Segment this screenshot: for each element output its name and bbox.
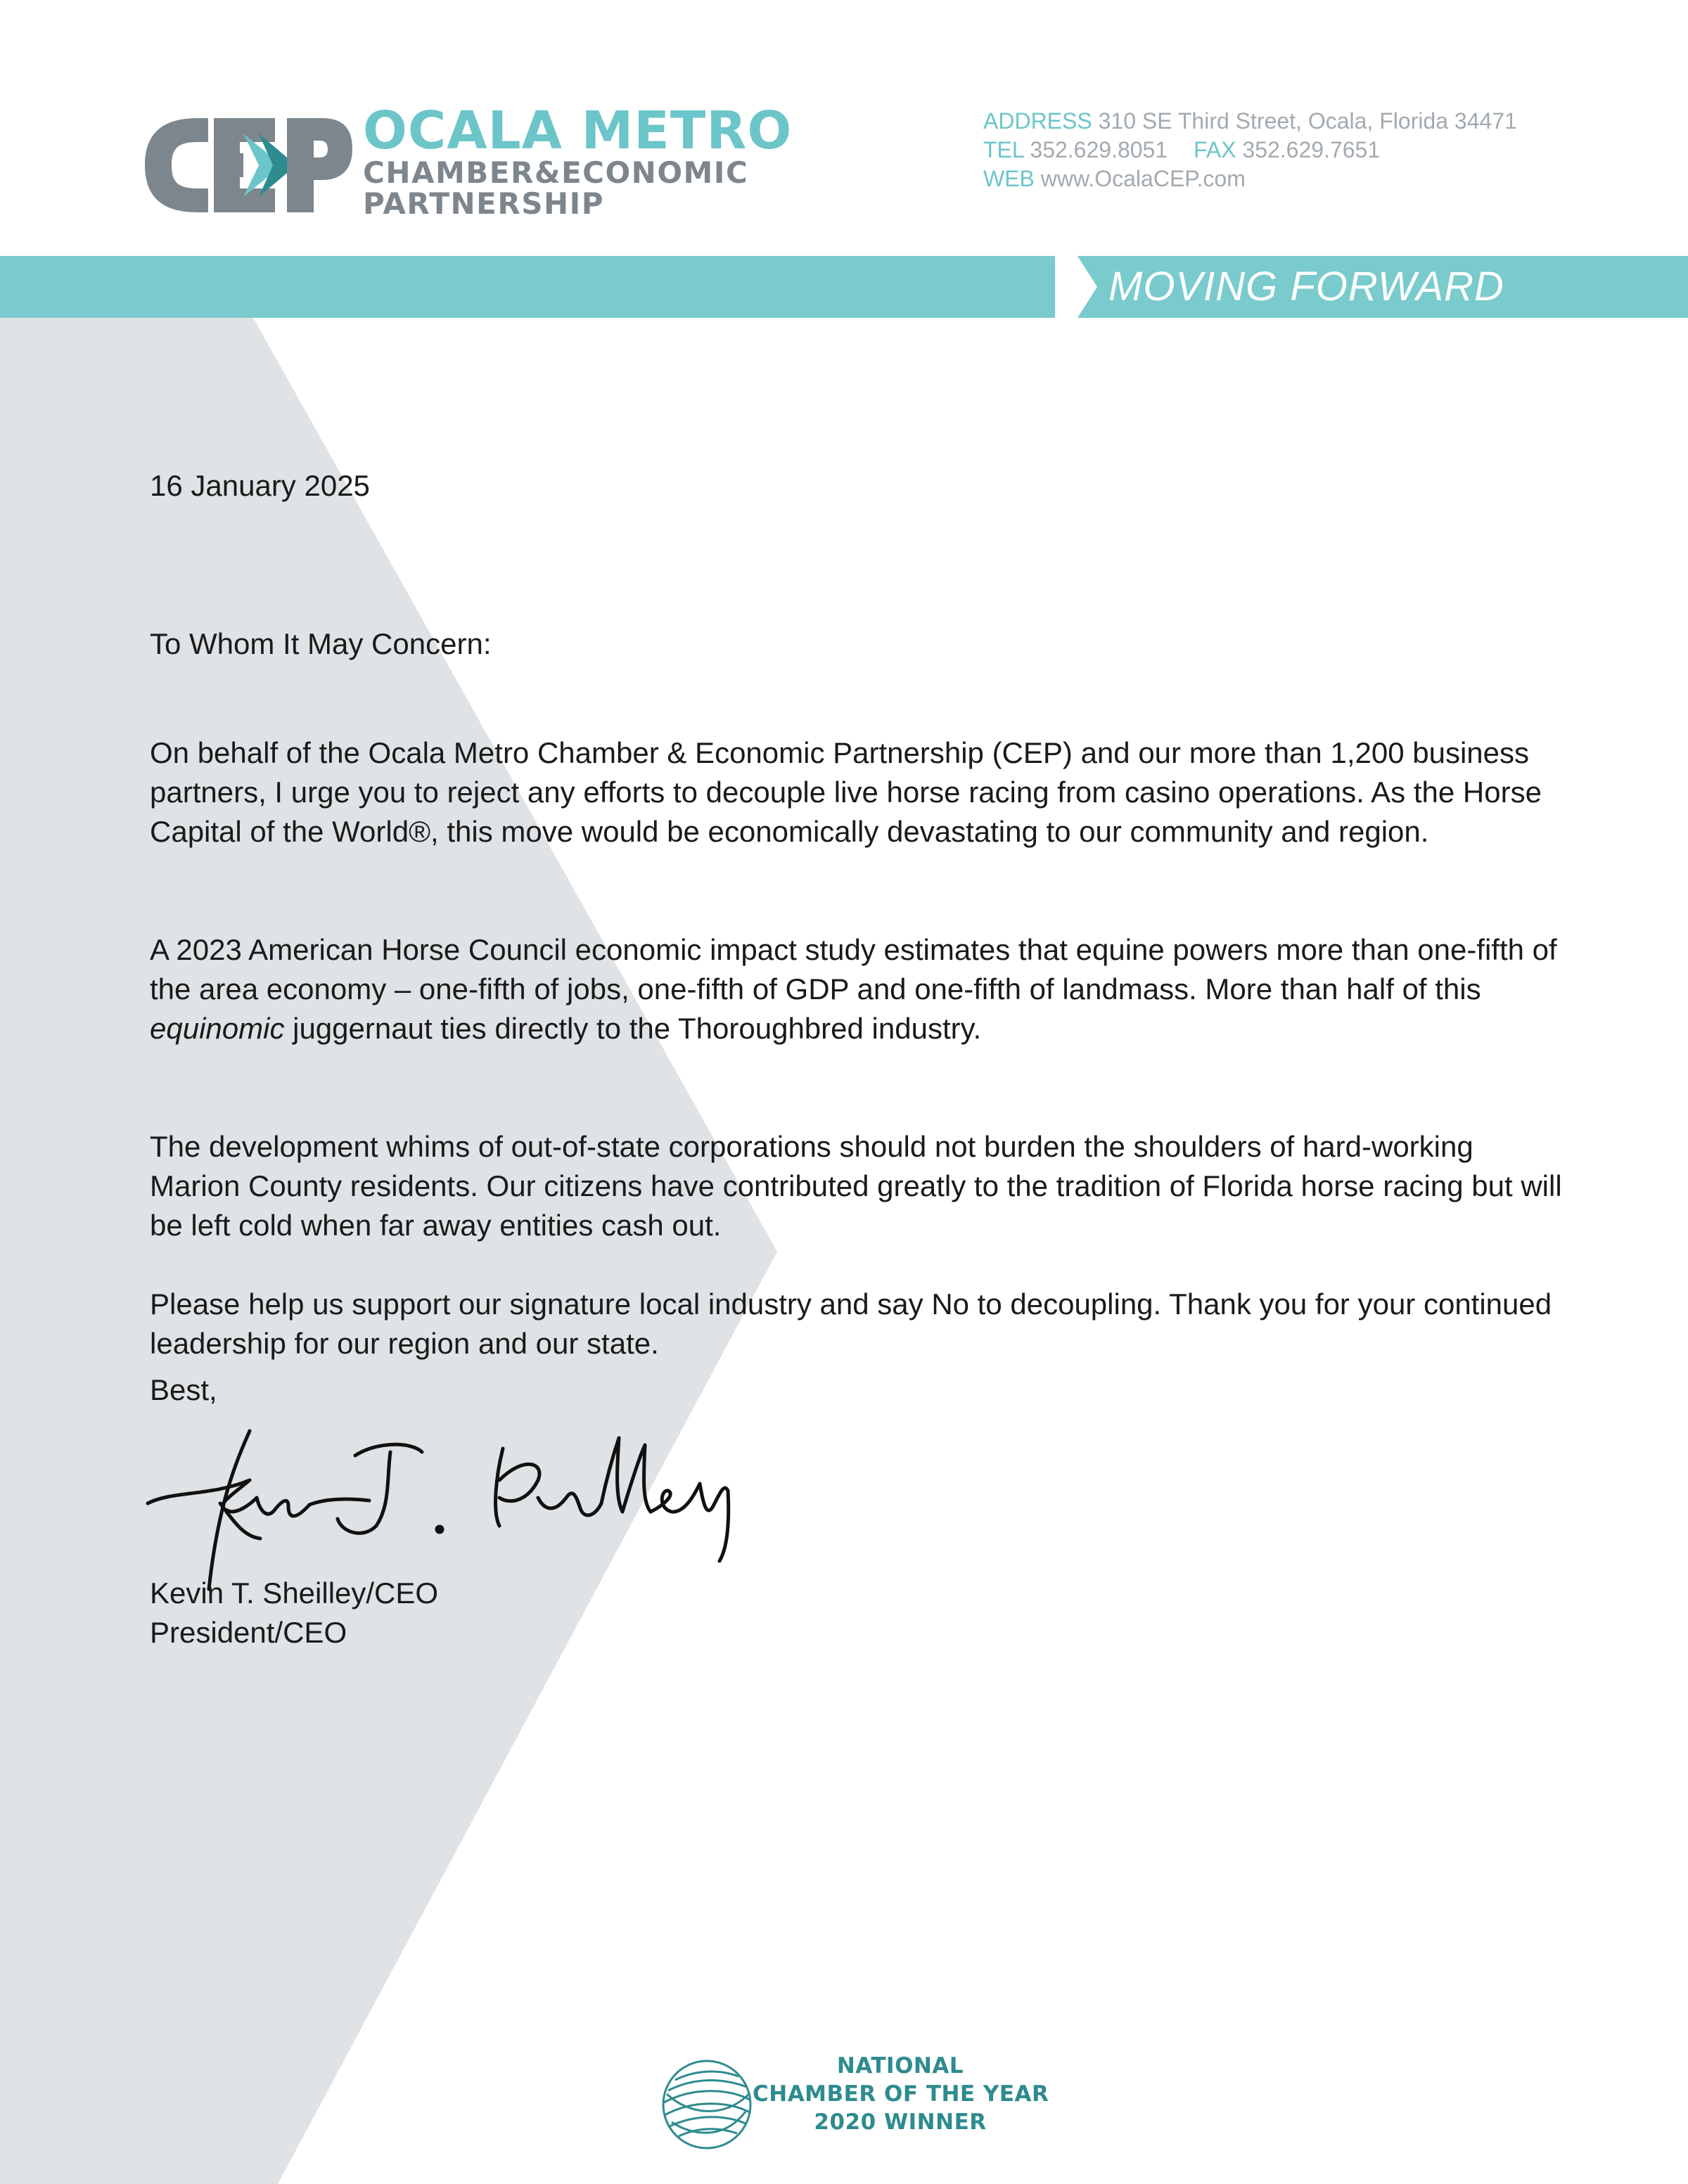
web-value: www.OcalaCEP.com [1040, 166, 1246, 191]
tagline: MOVING FORWARD [1108, 264, 1504, 309]
paragraph-2-text-b: juggernaut ties directly to the Thoroughbred industry. [284, 1012, 982, 1045]
phone-line [983, 136, 1687, 165]
organization-name [363, 101, 793, 221]
fax-label: FAX [1194, 137, 1236, 162]
address-line [983, 107, 1687, 136]
logo-line-partnership: PARTNERSHIP [363, 186, 605, 221]
award-text [753, 2052, 1048, 2136]
signer-title: President/CEO [150, 1616, 347, 1649]
address-label: ADDRESS [983, 108, 1092, 134]
contact-info [983, 107, 1687, 193]
signer-name: Kevin T. Sheilley/CEO [150, 1576, 439, 1610]
closing: Best, [150, 1373, 217, 1406]
cep-logo-icon [138, 105, 356, 225]
paragraph-2 [150, 930, 1564, 1048]
salutation: To Whom It May Concern: [150, 627, 492, 660]
award-line-1: NATIONAL [836, 2053, 964, 2079]
paragraph-4: Please help us support our signature local industry and say No to decoupling. Thank you for your continued leadership for our region and our state. [150, 1287, 1552, 1360]
address-value: 310 SE Third Street, Ocala, Florida 34471 [1098, 108, 1517, 134]
logo-line-chamber: CHAMBER&ECONOMIC [363, 155, 749, 190]
award-line-3: 2020 WINNER [814, 2109, 987, 2135]
paragraph-1: On behalf of the Ocala Metro Chamber & Economic Partnership (CEP) and our more than 1,200 business partners, I urge you to reject any efforts to decouple live horse racing from casino operations. As the Horse Capital of the World®, this move would be economically devastating to our community and region. [150, 736, 1542, 848]
logo-line-ocala-metro: OCALA METRO [363, 101, 793, 161]
fax-value: 352.629.7651 [1242, 137, 1381, 162]
award-line-2: CHAMBER OF THE YEAR [753, 2081, 1049, 2107]
web-label: WEB [983, 166, 1035, 191]
paragraph-2-text-a: A 2023 American Horse Council economic impact study estimates that equine powers more than one-fifth of the area economy – one-fifth of jobs, one-fifth of GDP and one-fifth of landmass. More than half of this [150, 933, 1557, 1006]
tel-label: TEL [983, 137, 1024, 162]
paragraph-2-emphasis: equinomic [150, 1012, 285, 1045]
letter-date: 16 January 2025 [150, 469, 370, 502]
tel-value: 352.629.8051 [1030, 137, 1168, 162]
web-line [983, 165, 1687, 193]
globe-icon [654, 2052, 760, 2157]
paragraph-3: The development whims of out-of-state corporations should not burden the shoulders of hard-working Marion County residents. Our citizens have contributed greatly to the tradition of Florida horse racing but will be left cold when far away entities cash out. [150, 1130, 1562, 1242]
